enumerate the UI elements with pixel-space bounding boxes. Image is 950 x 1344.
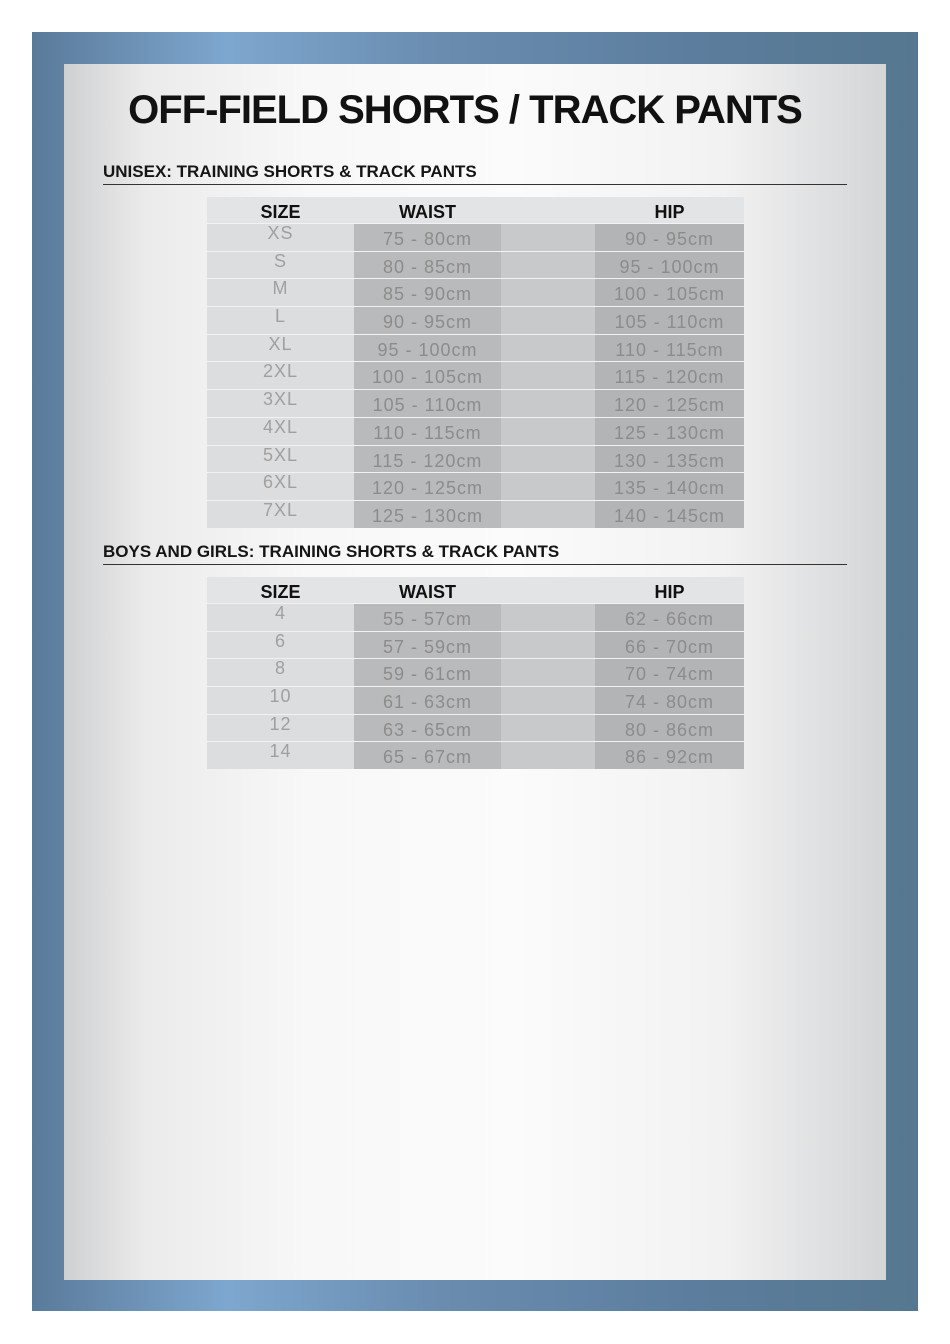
- hip-cell: 74 - 80cm: [595, 687, 744, 714]
- size-cell: 5XL: [207, 446, 354, 473]
- hip-cell: 95 - 100cm: [595, 252, 744, 279]
- column-spacer: [501, 252, 595, 279]
- column-spacer: [501, 362, 595, 389]
- waist-cell: 75 - 80cm: [354, 224, 501, 251]
- size-table-boys-girls: [207, 577, 744, 769]
- table-row: [207, 334, 744, 362]
- column-spacer: [501, 473, 595, 500]
- hip-cell: 115 - 120cm: [595, 362, 744, 389]
- hip-cell: 140 - 145cm: [595, 501, 744, 528]
- column-header-waist: WAIST: [399, 202, 456, 222]
- table-row: [207, 278, 744, 306]
- column-spacer: [501, 418, 595, 445]
- size-cell: 3XL: [207, 390, 354, 417]
- waist-cell: 110 - 115cm: [354, 418, 501, 445]
- table-row: [207, 658, 744, 686]
- waist-cell: 95 - 100cm: [354, 335, 501, 362]
- hip-cell: 80 - 86cm: [595, 715, 744, 742]
- size-cell: 2XL: [207, 362, 354, 389]
- table-row: [207, 741, 744, 769]
- table-body: [207, 223, 744, 528]
- hip-cell: 70 - 74cm: [595, 659, 744, 686]
- column-spacer: [501, 307, 595, 334]
- size-cell: 6: [207, 632, 354, 659]
- size-cell: 7XL: [207, 501, 354, 528]
- table-row: [207, 306, 744, 334]
- column-spacer: [501, 715, 595, 742]
- table-row: [207, 361, 744, 389]
- hip-cell: 86 - 92cm: [595, 742, 744, 769]
- column-header-size: SIZE: [260, 202, 301, 222]
- waist-cell: 55 - 57cm: [354, 604, 501, 631]
- column-spacer: [501, 446, 595, 473]
- waist-cell: 59 - 61cm: [354, 659, 501, 686]
- column-header-hip: HIP: [654, 582, 685, 602]
- column-spacer: [501, 742, 595, 769]
- column-spacer: [501, 224, 595, 251]
- hip-cell: 66 - 70cm: [595, 632, 744, 659]
- hip-cell: 100 - 105cm: [595, 279, 744, 306]
- size-cell: 6XL: [207, 473, 354, 500]
- table-row: [207, 500, 744, 528]
- size-cell: 4XL: [207, 418, 354, 445]
- waist-cell: 120 - 125cm: [354, 473, 501, 500]
- hip-cell: 130 - 135cm: [595, 446, 744, 473]
- waist-cell: 90 - 95cm: [354, 307, 501, 334]
- waist-cell: 100 - 105cm: [354, 362, 501, 389]
- hip-cell: 90 - 95cm: [595, 224, 744, 251]
- hip-cell: 135 - 140cm: [595, 473, 744, 500]
- table-header: [207, 197, 744, 223]
- column-header-size: SIZE: [260, 582, 301, 602]
- table-row: [207, 631, 744, 659]
- waist-cell: 85 - 90cm: [354, 279, 501, 306]
- column-spacer: [501, 501, 595, 528]
- waist-cell: 57 - 59cm: [354, 632, 501, 659]
- waist-cell: 105 - 110cm: [354, 390, 501, 417]
- column-spacer: [501, 687, 595, 714]
- hip-cell: 62 - 66cm: [595, 604, 744, 631]
- waist-cell: 63 - 65cm: [354, 715, 501, 742]
- section-heading-unisex: UNISEX: TRAINING SHORTS & TRACK PANTS: [103, 162, 847, 185]
- hip-cell: 105 - 110cm: [595, 307, 744, 334]
- column-spacer: [501, 390, 595, 417]
- waist-cell: 61 - 63cm: [354, 687, 501, 714]
- table-row: [207, 686, 744, 714]
- table-row: [207, 603, 744, 631]
- hip-cell: 110 - 115cm: [595, 335, 744, 362]
- waist-cell: 125 - 130cm: [354, 501, 501, 528]
- table-row: [207, 223, 744, 251]
- size-cell: XL: [207, 335, 354, 362]
- waist-cell: 115 - 120cm: [354, 446, 501, 473]
- size-cell: S: [207, 252, 354, 279]
- size-cell: 10: [207, 687, 354, 714]
- column-spacer: [501, 335, 595, 362]
- size-cell: 12: [207, 715, 354, 742]
- table-row: [207, 714, 744, 742]
- size-cell: 14: [207, 742, 354, 769]
- size-table-unisex: [207, 197, 744, 528]
- column-header-hip: HIP: [654, 202, 685, 222]
- size-cell: M: [207, 279, 354, 306]
- table-row: [207, 251, 744, 279]
- table-row: [207, 389, 744, 417]
- page-title: OFF-FIELD SHORTS / TRACK PANTS: [128, 88, 802, 132]
- column-spacer: [501, 659, 595, 686]
- section-heading-boys-girls: BOYS AND GIRLS: TRAINING SHORTS & TRACK PANTS: [103, 542, 847, 565]
- column-spacer: [501, 279, 595, 306]
- waist-cell: 65 - 67cm: [354, 742, 501, 769]
- table-row: [207, 472, 744, 500]
- column-spacer: [501, 632, 595, 659]
- table-row: [207, 445, 744, 473]
- table-header: [207, 577, 744, 603]
- size-cell: L: [207, 307, 354, 334]
- size-cell: 4: [207, 604, 354, 631]
- table-row: [207, 417, 744, 445]
- size-cell: 8: [207, 659, 354, 686]
- table-body: [207, 603, 744, 769]
- waist-cell: 80 - 85cm: [354, 252, 501, 279]
- hip-cell: 125 - 130cm: [595, 418, 744, 445]
- size-cell: XS: [207, 224, 354, 251]
- column-header-waist: WAIST: [399, 582, 456, 602]
- column-spacer: [501, 604, 595, 631]
- hip-cell: 120 - 125cm: [595, 390, 744, 417]
